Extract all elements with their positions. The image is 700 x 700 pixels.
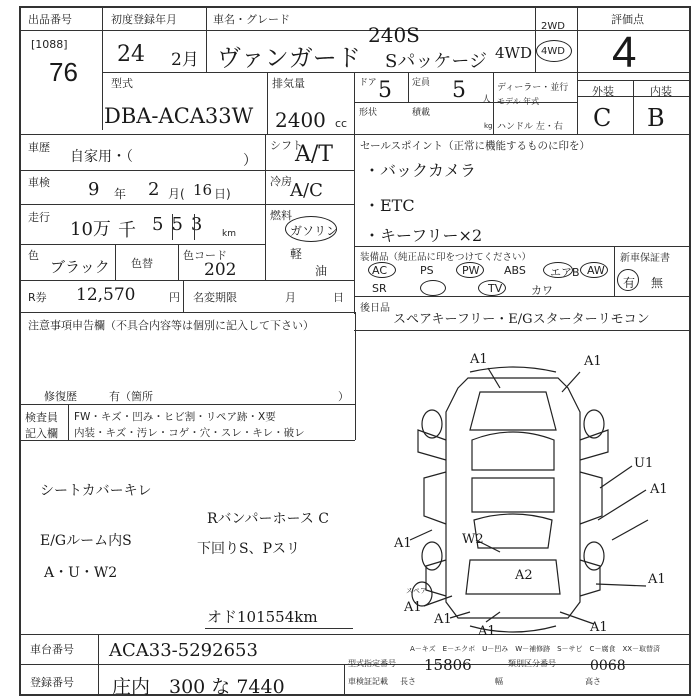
equip-ac: AC <box>372 264 388 277</box>
reg-year: 24 <box>117 42 145 67</box>
usage: 自家用・（ <box>70 149 133 165</box>
int-score: B <box>647 104 665 132</box>
ext-label: 外装 <box>592 85 614 98</box>
reg-label: 初度登録年月 <box>111 13 177 26</box>
meigi-day: 日 <box>333 291 344 304</box>
recycle: 12,570 <box>76 285 136 305</box>
fuel-gas: ガソリン <box>290 224 339 238</box>
sales-point-3: ・キーフリー×2 <box>364 226 483 245</box>
twowd-label: 2WD <box>541 21 565 32</box>
name-label: 車名・グレード <box>213 13 290 26</box>
km-unit: km <box>222 229 236 239</box>
seat-label: 定員 <box>412 78 431 88</box>
note-5: 下回りS、Pスリ <box>197 541 301 557</box>
equip-tv: TV <box>488 282 503 295</box>
inspector-label: 検査員 <box>25 411 58 424</box>
width-label: 幅 <box>495 677 503 686</box>
model-year-label: モデル 年式 <box>497 97 540 106</box>
class-label: 類別区分番号 <box>508 659 556 668</box>
warranty-yes: 有 <box>623 276 636 290</box>
recycle-label: R券 <box>28 291 47 304</box>
eval-label: 評価点 <box>611 13 644 26</box>
color-label: 色 <box>28 249 39 262</box>
repair-label: 修復歴 <box>44 390 77 403</box>
mileage-label: 走行 <box>28 211 50 224</box>
equip-sr: SR <box>372 282 387 295</box>
displacement: 2400 <box>275 108 326 132</box>
plate-label: 登録番号 <box>30 676 74 689</box>
height-label: 高さ <box>585 677 601 686</box>
damage-mark: A1 <box>590 620 608 635</box>
type-label: 型式指定番号 <box>348 659 396 668</box>
int-label: 内装 <box>650 85 672 98</box>
disp-label: 排気量 <box>272 77 305 90</box>
ext-score: C <box>593 104 612 132</box>
after-label: 後日品 <box>360 303 390 314</box>
model-label: 型式 <box>111 77 133 90</box>
load-label: 積載 <box>412 108 431 118</box>
color-change: 色替 <box>131 257 153 270</box>
spare-label: スペア <box>406 587 427 595</box>
grade: Sパッケージ <box>385 51 487 72</box>
seats: 5 <box>452 78 466 103</box>
damage-mark: A1 <box>650 482 668 497</box>
equip-label: 装備品（純正品に印をつけてください） <box>360 252 532 263</box>
dealer-label: ディーラー・並行 <box>497 83 569 93</box>
lot-label: 出品番号 <box>28 13 72 26</box>
length-label: 長さ <box>400 677 416 686</box>
note-1: シートカバーキレ <box>40 483 152 499</box>
warranty-label: 新車保証書 <box>620 253 670 264</box>
person-unit: 人 <box>482 95 492 105</box>
repair-value: 有（箇所 <box>109 390 153 403</box>
size-label: 車検証記載 <box>348 677 388 686</box>
shape-label: 形状 <box>359 108 378 118</box>
chassis-label: 車台番号 <box>30 643 74 656</box>
color: ブラック <box>50 258 110 276</box>
damage-mark: A1 <box>394 536 412 551</box>
damage-mark: A1 <box>434 612 452 627</box>
mileage-man: 10万 <box>70 219 111 240</box>
fuel-label: 燃料 <box>270 209 292 222</box>
meigi-month: 月 <box>285 291 296 304</box>
note-3: A・U・W2 <box>44 565 118 581</box>
shift-label: シフト <box>270 139 303 152</box>
handle-label: ハンドル 左・右 <box>497 122 563 132</box>
mileage-rest: 553 <box>152 214 211 235</box>
year-unit: 年 <box>114 187 127 201</box>
equip-kawa: カワ <box>531 284 553 297</box>
equip-aw: AW <box>587 264 605 277</box>
inspect-day: 16 <box>193 181 213 199</box>
inspect-label: 車検 <box>28 176 50 189</box>
damage-mark: A1 <box>470 352 488 367</box>
cc-unit: cc <box>335 117 348 130</box>
damage-mark: A2 <box>515 568 533 583</box>
fourwd-label: 4WD <box>541 46 565 57</box>
type-no: 15806 <box>424 656 472 674</box>
shift: A/T <box>295 142 333 167</box>
damage-mark: U1 <box>634 456 654 471</box>
meigi-label: 名変期限 <box>193 291 237 304</box>
int-line: 内装・キズ・汚レ・コゲ・穴・スレ・キレ・破レ <box>74 427 305 439</box>
damage-mark: A1 <box>584 354 602 369</box>
repair-close: ） <box>338 390 349 403</box>
equip-abs: ABS <box>504 264 526 277</box>
warranty-no: 無 <box>651 276 664 290</box>
lot-number: 76 <box>49 57 78 87</box>
grade-top: 240S <box>368 23 420 47</box>
note-2: E/Gルーム内S <box>40 533 132 549</box>
yen-unit: 円 <box>169 291 180 304</box>
damage-mark: A1 <box>648 572 666 587</box>
reg-month: 2月 <box>171 50 199 70</box>
record-label: 記入欄 <box>25 427 58 440</box>
model: DBA-ACA33W <box>104 104 254 128</box>
drive-mark: 4WD <box>495 44 532 62</box>
fw-line: FW・キズ・凹み・ヒビ割・リペア跡・X要 <box>74 411 276 423</box>
fuel-kei: 軽 <box>290 247 303 261</box>
doors: 5 <box>378 78 392 103</box>
day-unit: 日) <box>214 187 231 201</box>
eval-score: 4 <box>612 28 637 77</box>
note-4: Rバンパーホース C <box>207 511 330 527</box>
equip-ps: PS <box>420 264 434 277</box>
legend: A－キズ E－エクボ U－凹み W－補修跡 S－サビ C－腐食 XX－取替済 <box>410 645 661 653</box>
damage-mark: A1 <box>404 600 422 615</box>
colorcode-label: 色コード <box>183 249 227 262</box>
sales-label: セールスポイント（正常に機能するものに印を） <box>360 140 591 152</box>
inspect-month: 2 <box>148 179 160 200</box>
sales-point-2: ・ETC <box>364 196 415 215</box>
door-label: ドア <box>359 78 377 88</box>
class-no: 0068 <box>590 658 626 674</box>
cool-label: 冷房 <box>270 175 292 188</box>
sales-point-1: ・バックカメラ <box>364 161 477 180</box>
inspect-year: 9 <box>88 179 100 200</box>
equip-airbag: エアB <box>550 266 580 279</box>
car-name: ヴァンガード <box>217 44 361 72</box>
mileage-sen: 千 <box>118 220 136 241</box>
fuel-oil: 油 <box>315 264 328 278</box>
odo-note: オド101554km <box>207 608 318 626</box>
after-value: スペアキーフリー・E/Gスターターリモコン <box>393 312 650 327</box>
caution-label: 注意事項申告欄（不具合内容等は個別に記入して下さい） <box>28 319 314 332</box>
plate: 庄内 300 な 7440 <box>112 676 285 698</box>
usage-close: ） <box>243 153 257 169</box>
damage-mark: A1 <box>478 624 496 639</box>
cool: A/C <box>290 180 323 201</box>
lot-code: [1088] <box>31 38 68 51</box>
colorcode: 202 <box>204 260 237 280</box>
month-unit: 月( <box>168 187 185 201</box>
chassis: ACA33-5292653 <box>109 640 258 661</box>
usage-label: 車歴 <box>28 141 50 154</box>
kg-unit: kg <box>484 122 493 130</box>
equip-pw: PW <box>462 264 480 277</box>
damage-mark: W2 <box>462 532 484 547</box>
